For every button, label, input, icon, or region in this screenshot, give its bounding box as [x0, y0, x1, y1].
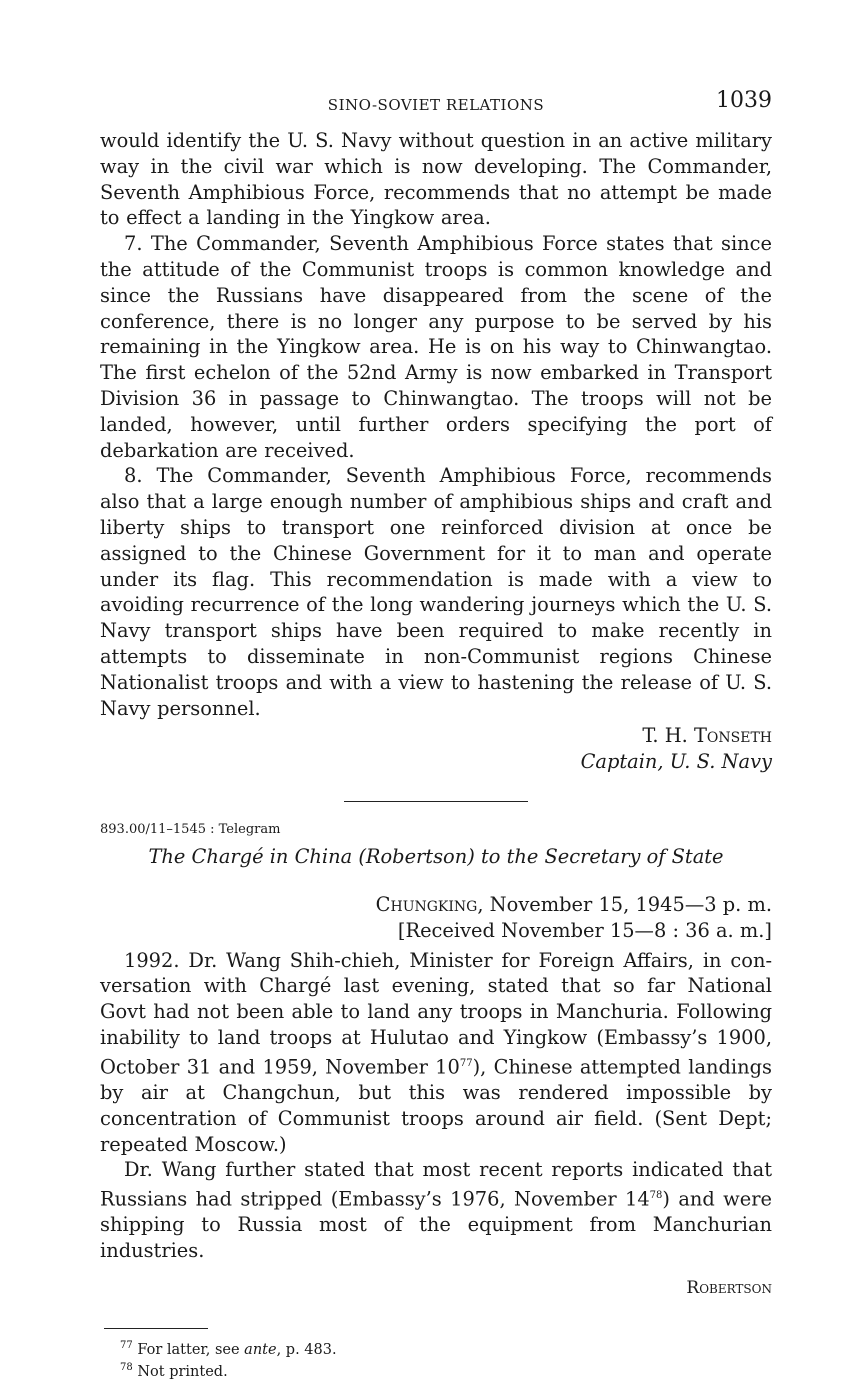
place-first: C — [375, 892, 391, 916]
document-page — [100, 88, 772, 1381]
telegram-p1-rest: ), Chinese attempted landings by air at Changchun, but this was rendered impossible by concentration of Communist troops around air field. (Sent Dept; repeated Moscow.) — [100, 1055, 772, 1156]
closing-rest: obertson — [699, 1278, 772, 1299]
date-line: , November 15, 1945—3 p. m. — [477, 892, 772, 916]
closing-signature — [100, 1278, 772, 1298]
signature-title: Captain, U. S. Navy — [580, 750, 772, 774]
paragraph-continued: would identify the U. S. Navy without question in an active military way in the civil war which is now developing. The Commander, Seventh Amphibious Force, recommends that no attempt be made to effect a landing in the Yingkow area. — [100, 129, 772, 230]
page-number: 1039 — [716, 88, 772, 113]
page-header — [100, 88, 772, 128]
place-rest: hungking — [390, 892, 478, 916]
footnote-77-mark: 77 — [120, 1340, 133, 1352]
place-date-line — [100, 892, 772, 918]
telegram-p2-main: Dr. Wang further stated that most recent reports indicated that Russians had stripped (Embassy’s 1976, November 14 — [100, 1158, 772, 1211]
paragraph-7: 7. The Commander, Seventh Amphibious Force states that since the attitude of the Communist troops is common knowledge and since the Russians have disappeared from the scene of the conference, there is no longer any purpose to be served by his remaining in the Yingkow area. He is on his way to Chinwangtao. The first echelon of the 52nd Army is now embarked in Transport Division 36 in passage to Chinwangtao. The troops will not be landed, however, until further orders specifying the port of debarkation are received. — [100, 232, 772, 462]
document-title: The Chargé in China (Robertson) to the Secretary of State — [148, 844, 724, 868]
telegram-p1-main: 1992. Dr. Wang Shih-chieh, Minister for Foreign Affairs, in conversation with Chargé last evening, stated that so far National Govt had not been able to land any troops in Manchuria. Following inability to land troops at Hulutao and Yingkow (Embassy’s 1900, October 31 and 1959, November 10 — [100, 948, 772, 1079]
footnote-78-mark: 78 — [120, 1361, 133, 1373]
footnote-77-pre: For latter, see — [132, 1341, 245, 1358]
paragraph-8: 8. The Commander, Seventh Amphibious Force, recommends also that a large enough number of amphibious ships and craft and liberty ships to transport one reinforced division at once be assigned to the Chinese Government for it to man and operate under its flag. This recommendation is made with a view to avoiding recurrence of the long wandering journeys which the U. S. Navy transport ships have been required to make recently in attempts to disseminate in non-Communist regions Chinese Nationalist troops and with a view to hastening the release of U. S. Navy personnel. — [100, 464, 772, 720]
telegram-paragraph-1 — [100, 948, 772, 1158]
footnote-divider — [104, 1328, 208, 1329]
signature-name-rest: onseth — [706, 724, 772, 748]
signature-name-first: T. H. T — [642, 724, 707, 748]
footnote-77-post: , p. 483. — [276, 1341, 337, 1358]
footnote-ref-77: 77 — [459, 1057, 473, 1069]
running-title: SINO-SOVIET RELATIONS — [327, 96, 545, 114]
document-reference: 893.00/11–1545 : Telegram — [100, 821, 281, 837]
telegram-p2-rest: ) and were shipping to Russia most of the equipment from Manchurian industries. — [100, 1187, 772, 1263]
telegram-paragraph-2 — [100, 1157, 772, 1264]
footnote-ref-78: 78 — [649, 1190, 663, 1202]
signature-name — [100, 723, 772, 749]
section-divider — [344, 801, 528, 802]
footnote-77-italic: ante — [244, 1341, 277, 1358]
closing-first: R — [686, 1278, 700, 1299]
received-line: [Received November 15—8 : 36 a. m.] — [397, 918, 772, 942]
footnote-78-text: Not printed. — [132, 1363, 228, 1380]
footnote-78 — [120, 1359, 772, 1381]
footnote-77 — [120, 1337, 772, 1359]
